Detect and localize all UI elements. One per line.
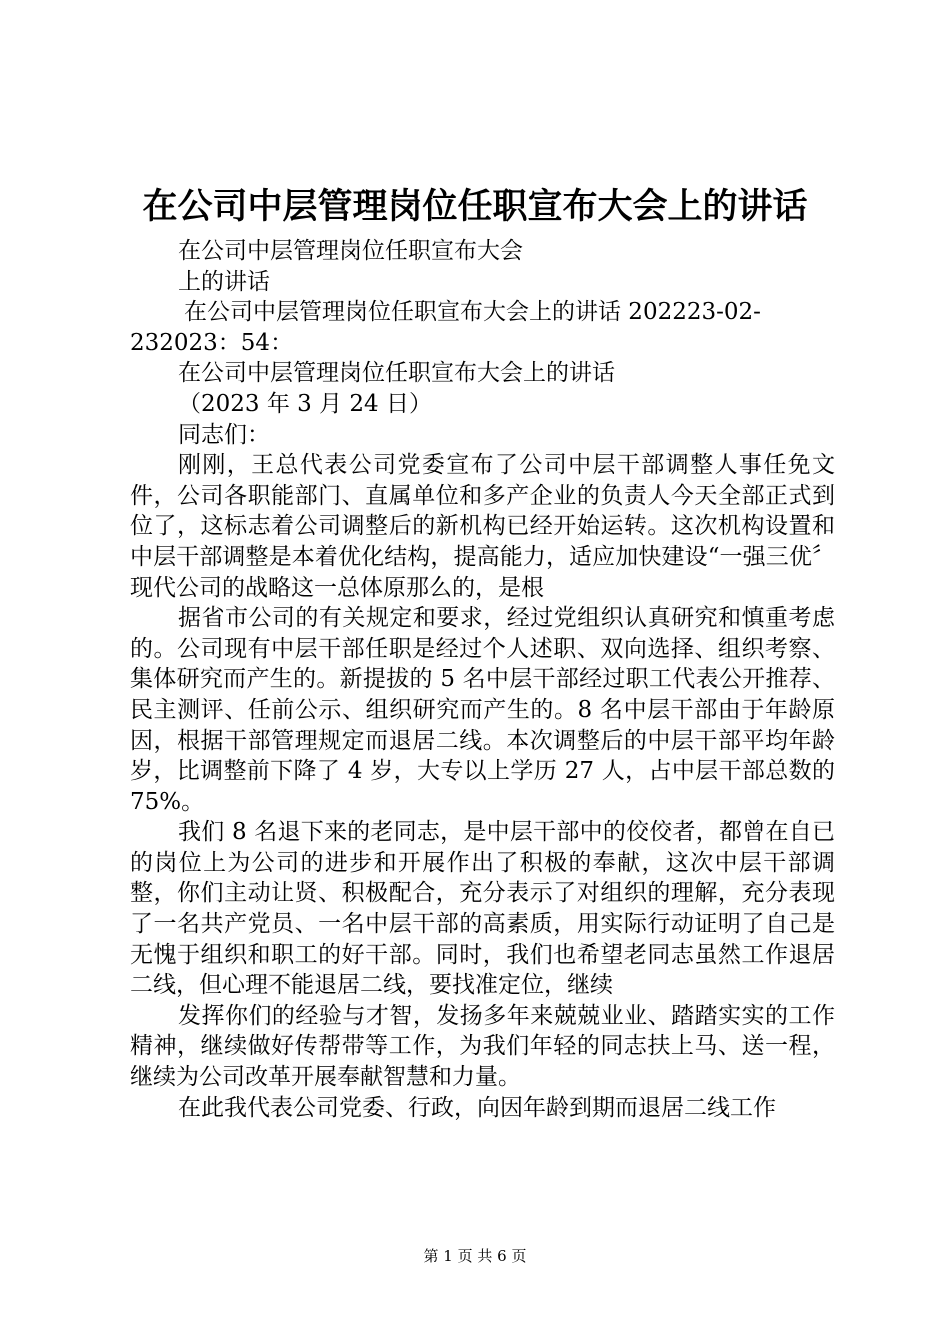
header-line: 在公司中层管理岗位任职宣布大会上的讲话 202223-02- (184, 299, 761, 326)
paragraph: 发挥你们的经验与才智，发扬多年来兢兢业业、踏踏实实的工作精神，继续做好传帮带等工作，为我们年轻的同志扶上马、送一程，继续为公司改革开展奉献智慧和力量。 (130, 1002, 835, 1091)
paragraph: 据省市公司的有关规定和要求，经过党组织认真研究和慎重考虑的。公司现有中层干部任职是经过个人述职、双向选择、组织考察、集体研究而产生的。新提拔的 5 名中层干部经过职工代表公开推荐、民主测评、任前公示、组织研究而产生的。8 名中层干部由于年龄原因，根据干部管理规定而退居二线。本次调整后的中层干部平均年龄岁，比调整前下降了 4 岁，大专以上学历 27 人，占中层干部总数的 75%。 (130, 605, 835, 815)
paragraph: 我们 8 名退下来的老同志，是中层干部中的佼佼者，都曾在自已的岗位上为公司的进步和开展作出了积极的奉献，这次中层干部调整，你们主动让贤、积极配合，充分表示了对组织的理解，充分表现了一名共产党员、一名中层干部的高素质，用实际行动证明了自己是无愧于组织和职工的好干部。同时，我们也希望老同志虽然工作退居二线，但心理不能退居二线，要找准定位，继续 (130, 819, 835, 999)
document-body (130, 236, 835, 1123)
page-number: 第 1 页 共 6 页 (423, 1247, 527, 1265)
header-line: 在公司中层管理岗位任职宣布大会 (178, 238, 523, 264)
paragraph: 刚刚，王总代表公司党委宣布了公司中层干部调整人事任免文件，公司各职能部门、直属单位和多产企业的负责人今天全部正式到位了，这标志着公司调整后的新机构已经开始运转。这次机构设置和中层干部调整是本着优化结构，提高能力，适应加快建设“一强三优〞现代公司的战略这一总体原那么的，是根 (130, 452, 835, 601)
header-line: 上的讲话 (178, 268, 270, 295)
salutation: 同志们： (178, 421, 270, 448)
paragraph: 在此我代表公司党委、行政，向因年龄到期而退居二线工作 (178, 1094, 776, 1121)
header-line: 在公司中层管理岗位任职宣布大会上的讲话 (178, 360, 615, 387)
header-line: 232023：54： (130, 329, 294, 356)
date-line: （2023 年 3 月 24 日） (178, 390, 432, 417)
document-title: 在公司中层管理岗位任职宣布大会上的讲话 (142, 186, 808, 227)
